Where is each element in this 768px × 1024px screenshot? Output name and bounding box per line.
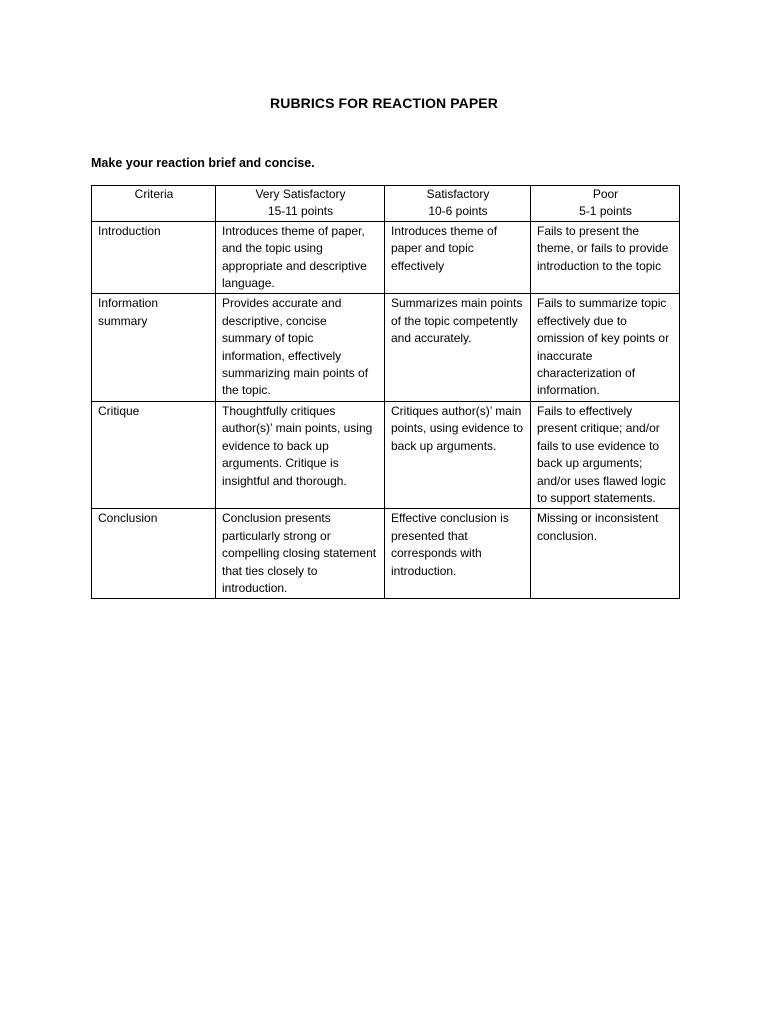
satisfactory-cell: Summarizes main points of the topic competently and accurately. bbox=[385, 294, 531, 401]
page-title: RUBRICS FOR REACTION PAPER bbox=[270, 95, 498, 111]
table-row bbox=[92, 509, 680, 599]
table-row bbox=[92, 294, 680, 401]
poor-cell: Fails to summarize topic effectively due to omission of key points or inaccurate characterization of information. bbox=[531, 294, 680, 401]
header-label: Very Satisfactory bbox=[255, 187, 346, 201]
header-criteria bbox=[92, 186, 216, 222]
header-points: 15-11 points bbox=[267, 204, 334, 219]
poor-cell: Missing or inconsistent conclusion. bbox=[531, 509, 680, 599]
poor-cell: Fails to present the theme, or fails to provide introduction to the topic bbox=[531, 221, 680, 294]
criterion-cell: Critique bbox=[92, 401, 216, 508]
criterion-cell: Introduction bbox=[92, 221, 216, 294]
header-label: Satisfactory bbox=[426, 187, 490, 201]
very-satisfactory-cell: Conclusion presents particularly strong or compelling closing statement that ties closely to introduction. bbox=[216, 509, 385, 599]
very-satisfactory-cell: Introduces theme of paper, and the topic using appropriate and descriptive language. bbox=[216, 221, 385, 294]
criterion-cell: Conclusion bbox=[92, 509, 216, 599]
table-row bbox=[92, 401, 680, 508]
very-satisfactory-cell: Thoughtfully critiques author(s)’ main points, using evidence to back up arguments. Critique is insightful and thorough. bbox=[216, 401, 385, 508]
header-points: 5-1 points bbox=[579, 204, 632, 219]
header-points: 10-6 points bbox=[428, 204, 488, 219]
header-satisfactory bbox=[385, 186, 531, 222]
criterion-cell: Information summary bbox=[92, 294, 216, 401]
rubric-table bbox=[91, 185, 680, 599]
satisfactory-cell: Introduces theme of paper and topic effectively bbox=[385, 221, 531, 294]
header-label: Criteria bbox=[134, 187, 174, 201]
poor-cell: Fails to effectively present critique; and/or fails to use evidence to back up arguments; and/or uses flawed logic to support statements. bbox=[531, 401, 680, 508]
header-very-satisfactory bbox=[216, 186, 385, 222]
header-poor bbox=[531, 186, 680, 222]
table-row bbox=[92, 221, 680, 294]
satisfactory-cell: Critiques author(s)’ main points, using evidence to back up arguments. bbox=[385, 401, 531, 508]
satisfactory-cell: Effective conclusion is presented that corresponds with introduction. bbox=[385, 509, 531, 599]
instruction-text: Make your reaction brief and concise. bbox=[91, 156, 315, 170]
table-header-row bbox=[92, 186, 680, 222]
very-satisfactory-cell: Provides accurate and descriptive, concise summary of topic information, effectively summarizing main points of the topic. bbox=[216, 294, 385, 401]
header-label: Poor bbox=[592, 187, 619, 201]
